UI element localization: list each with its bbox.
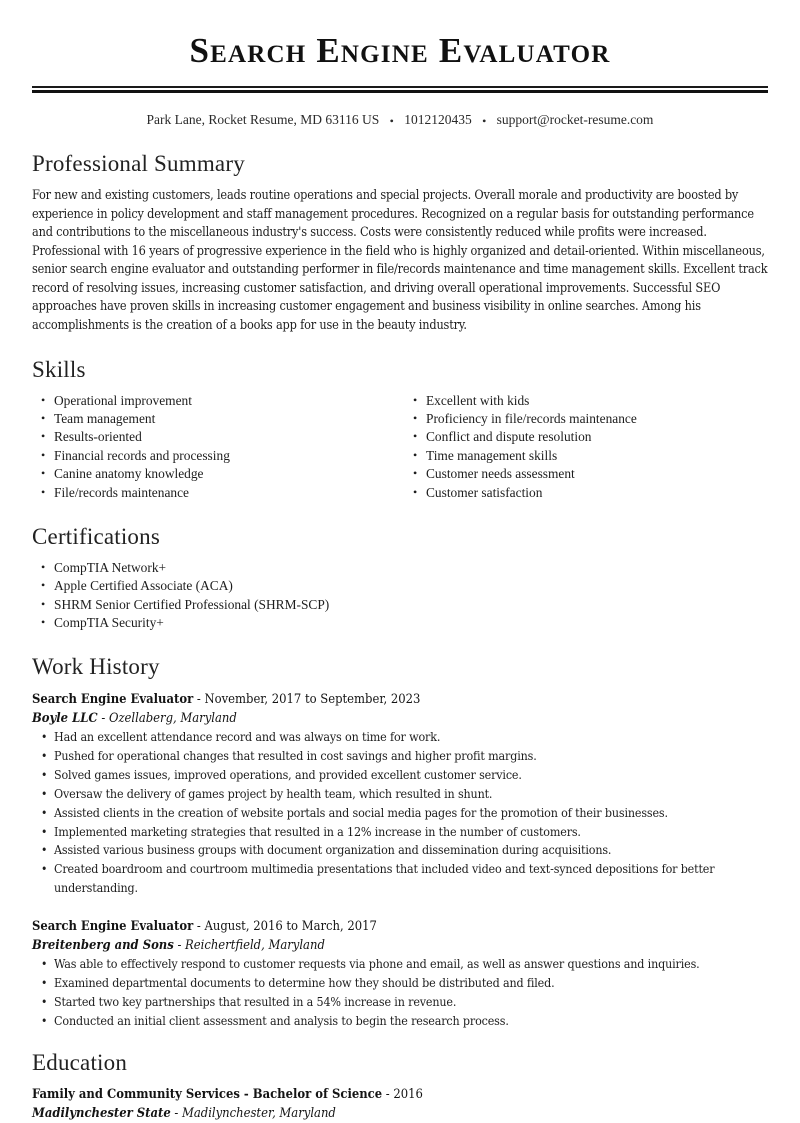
work-entry-subheader	[32, 936, 768, 955]
education-entry-subheader	[32, 1104, 768, 1123]
work-entry-dash: -	[193, 691, 205, 707]
work-entry-subheader	[32, 709, 768, 728]
contact-line	[32, 112, 768, 129]
list-item: • Created boardroom and courtroom multimedia presentations that included video and text-synced depositions for better understanding.	[32, 860, 768, 897]
section-education	[32, 1050, 768, 1123]
work-entry-role: Search Engine Evaluator	[32, 919, 194, 935]
list-item: • Results-oriented	[32, 428, 400, 446]
education-dash: -	[382, 1087, 394, 1103]
education-entry	[32, 1085, 768, 1123]
work-entry-bullets	[32, 728, 768, 897]
work-entry-dash: -	[173, 938, 186, 954]
list-item: • File/records maintenance	[32, 484, 400, 502]
list-item: • Started two key partnerships that resulted in a 54% increase in revenue.	[32, 993, 768, 1011]
skills-list-right	[404, 392, 768, 502]
work-entry-dates: August, 2016 to March, 2017	[204, 919, 377, 935]
skills-column-right	[400, 392, 768, 502]
skills-list-left	[32, 392, 400, 502]
list-item: • Customer needs assessment	[404, 465, 768, 483]
work-entry-dash: -	[97, 710, 109, 726]
skills-columns	[32, 392, 768, 502]
contact-separator-icon: •	[389, 113, 394, 128]
list-item: • Oversaw the delivery of games project by health team, which resulted in shunt.	[32, 785, 768, 803]
section-certifications	[32, 524, 768, 632]
skills-column-left	[32, 392, 400, 502]
list-item: • CompTIA Security+	[32, 614, 768, 632]
section-title-work-history: Work History	[32, 653, 160, 679]
work-entry-header	[32, 917, 768, 936]
list-item: • Implemented marketing strategies that resulted in a 12% increase in the number of customers.	[32, 823, 768, 841]
work-entry-bullets	[32, 955, 768, 1030]
list-item: • Apple Certified Associate (ACA)	[32, 577, 768, 595]
section-title-certifications: Certifications	[32, 524, 160, 549]
certifications-list	[32, 559, 768, 632]
section-skills	[32, 357, 768, 502]
list-item: • CompTIA Network+	[32, 559, 768, 577]
list-item: • Assisted various business groups with document organization and dissemination during acquisitions.	[32, 841, 768, 859]
education-program: Family and Community Services - Bachelor of Science	[32, 1087, 383, 1103]
list-item: • Conducted an initial client assessment and analysis to begin the research process.	[32, 1012, 768, 1030]
work-entry-role: Search Engine Evaluator	[32, 691, 194, 707]
list-item: • Examined departmental documents to determine how they should be distributed and filed.	[32, 974, 768, 992]
work-entry-organization: Breitenberg and Sons	[32, 938, 174, 954]
list-item: • Team management	[32, 410, 400, 428]
work-entry	[32, 690, 768, 897]
list-item: • Had an excellent attendance record and was always on time for work.	[32, 728, 768, 746]
contact-phone[interactable]: 1012120435	[404, 112, 472, 127]
work-entry-dates: November, 2017 to September, 2023	[204, 691, 421, 707]
list-item: • Time management skills	[404, 447, 768, 465]
section-work-history	[32, 654, 768, 1030]
education-institution: Madilynchester State	[32, 1106, 171, 1122]
list-item: • Customer satisfaction	[404, 484, 768, 502]
list-item: • Was able to effectively respond to customer requests via phone and email, as well as answer questions and inquiries.	[32, 955, 768, 973]
work-entry	[32, 917, 768, 1030]
education-dash: -	[170, 1106, 182, 1122]
section-title-education: Education	[32, 1050, 128, 1076]
work-entry-dash: -	[193, 919, 205, 935]
work-entry-location: Ozellaberg, Maryland	[108, 710, 237, 726]
education-entry-header	[32, 1085, 768, 1104]
header-divider	[32, 86, 768, 93]
list-item: • Solved games issues, improved operations, and provided excellent customer service.	[32, 766, 768, 784]
list-item: • Financial records and processing	[32, 447, 400, 465]
list-item: • Canine anatomy knowledge	[32, 465, 400, 483]
work-entry-header	[32, 690, 768, 709]
list-item: • SHRM Senior Certified Professional (SHRM-SCP)	[32, 596, 768, 614]
work-entry-location: Reichertfield, Maryland	[185, 938, 325, 954]
list-item: • Operational improvement	[32, 392, 400, 410]
list-item: • Assisted clients in the creation of website portals and social media pages for the promotion of their businesses.	[32, 804, 768, 822]
resume-title: Search Engine Evaluator	[189, 31, 611, 70]
list-item: • Pushed for operational changes that resulted in cost savings and higher profit margins.	[32, 747, 768, 765]
list-item: • Proficiency in file/records maintenance	[404, 410, 768, 428]
professional-summary-text: For new and existing customers, leads routine operations and special projects. Overall morale and productivity are boosted by experience in policy development and staff management procedures. Recognized on a regular basis for outstanding performance and contributions to the miscellaneous industry's success. Costs were consistently reduced while profits were increased. Professional with 16 years of progressive experience in the field who is highly organized and detail-oriented. Within miscellaneous, senior search engine evaluator and outstanding performer in file/records maintenance and time management skills. Excellent track record of resolving issues, increasing customer satisfaction, and driving overall operational improvements. Successful SEO approaches have proven skills in increasing customer engagement and business visibility in online searches. Among his accomplishments is the creation of a books app for use in the beauty industry.	[32, 186, 768, 333]
contact-email[interactable]: support@rocket-resume.com	[496, 112, 654, 127]
education-year: 2016	[393, 1087, 423, 1103]
list-item: • Conflict and dispute resolution	[404, 428, 768, 446]
education-location: Madilynchester, Maryland	[182, 1106, 336, 1122]
list-item: • Excellent with kids	[404, 392, 768, 410]
section-title-skills: Skills	[32, 356, 86, 382]
contact-separator-icon: •	[482, 113, 487, 128]
contact-address: Park Lane, Rocket Resume, MD 63116 US	[146, 112, 380, 127]
section-title-professional-summary: Professional Summary	[32, 150, 245, 176]
section-professional-summary	[32, 151, 768, 335]
work-entry-organization: Boyle LLC	[32, 710, 98, 726]
